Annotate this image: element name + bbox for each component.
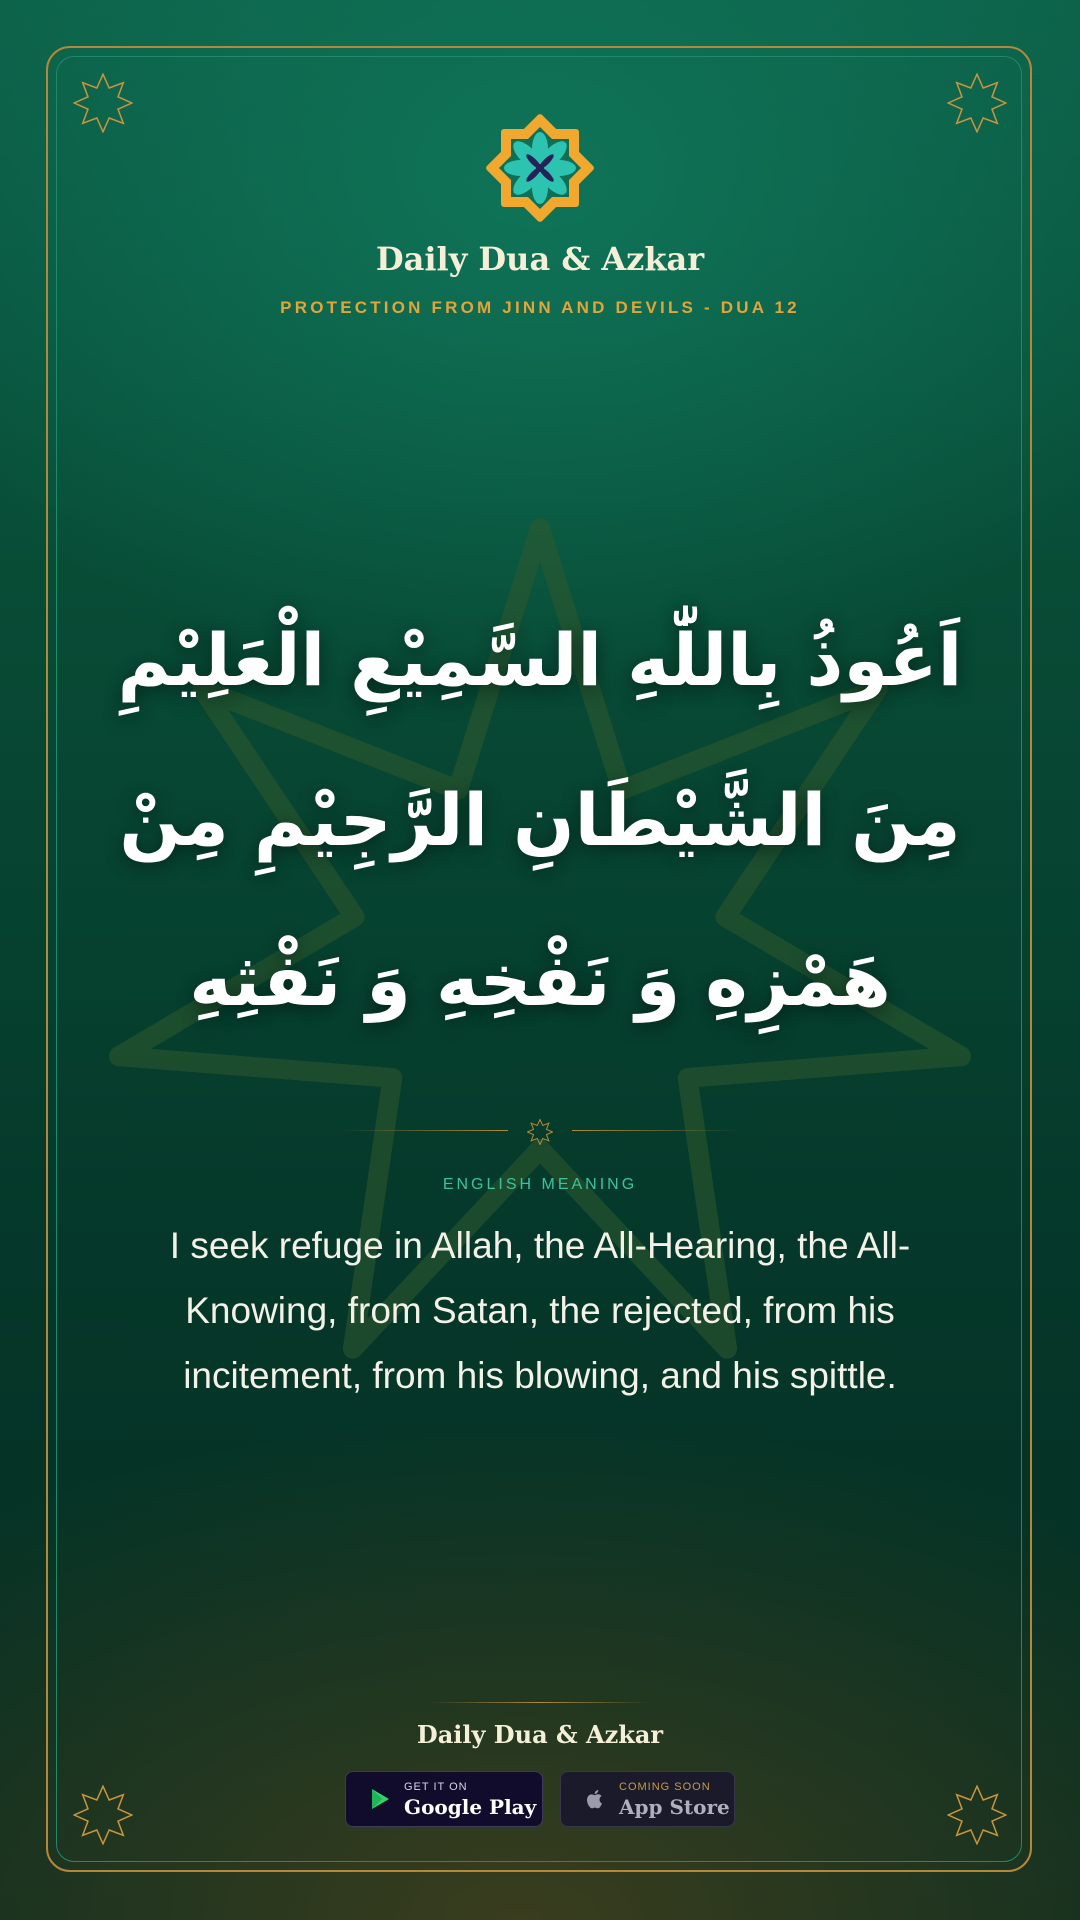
meaning-label: ENGLISH MEANING (442, 1176, 638, 1193)
footer-divider (430, 1702, 650, 1703)
app-store-label: App Store (619, 1794, 730, 1819)
dua-subtitle: PROTECTION FROM JINN AND DEVILS - DUA 12 (280, 298, 800, 317)
ornament-divider (340, 1116, 740, 1146)
arabic-dua-text: اَعُوذُ بِاللّٰهِ السَّمِيْعِ الْعَلِيْمِ مِنَ الشَّيْطَانِ الرَّجِيْمِ مِنْ هَمْزِهِ وَ نَفْخِهِ وَ نَفْثِهِ (117, 618, 963, 1022)
english-meaning-text: I seek refuge in Allah, the All-Hearing, the All-Knowing, from Satan, the rejected, from his incitement, from his blowing, and his spittle. (169, 1225, 911, 1396)
app-store-small-label: COMING SOON (619, 1780, 711, 1793)
google-play-button[interactable] (345, 1771, 543, 1827)
corner-star-icon (73, 1785, 133, 1845)
footer-app-title: Daily Dua & Azkar (416, 1720, 664, 1749)
divider-star-icon (527, 1119, 553, 1145)
google-play-icon (368, 1787, 392, 1811)
corner-star-icon (947, 1785, 1007, 1845)
app-store-button[interactable] (560, 1771, 735, 1827)
google-play-label: Google Play (404, 1794, 537, 1819)
apple-icon (583, 1787, 607, 1811)
corner-star-icon (73, 73, 133, 133)
app-logo-icon (480, 108, 600, 228)
app-title: Daily Dua & Azkar (375, 240, 705, 278)
corner-star-icon (947, 73, 1007, 133)
google-play-small-label: GET IT ON (404, 1780, 468, 1793)
